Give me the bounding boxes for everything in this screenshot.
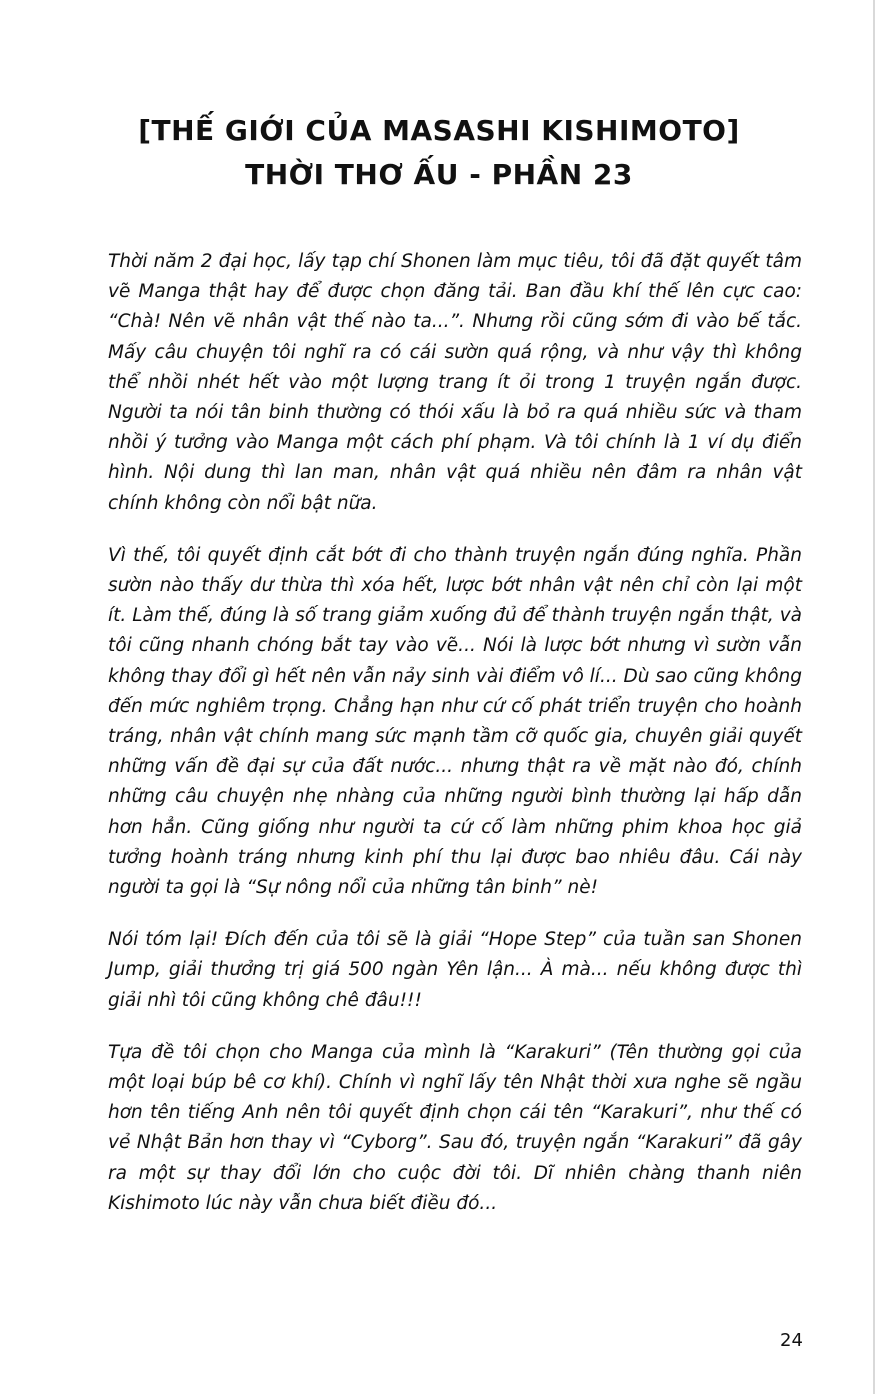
paragraph-4: Tựa đề tôi chọn cho Manga của mình là “Karakuri” (Tên thường gọi của một loại búp bê cơ khí). Chính vì nghĩ lấy tên Nhật thời xưa nghe sẽ ngầu hơn tên tiếng Anh nên tôi quyết định chọn cái tên “Karakuri”, như thế có vẻ Nhật Bản hơn thay vì “Cyborg”. Sau đó, truyện ngắn “Karakuri” đã gây ra một sự thay đổi lớn cho cuộc đời tôi. Dĩ nhiên chàng thanh niên Kishimoto lúc này vẫn chưa biết điều đó... [108, 1041, 802, 1214]
page-edge-line [873, 0, 875, 1394]
body-text [108, 247, 802, 1241]
page-number: 24 [780, 1330, 803, 1351]
title-line-2: THỜI THƠ ẤU - PHẦN 23 [245, 158, 633, 191]
title-line-1: [THẾ GIỚI CỦA MASASHI KISHIMOTO] [138, 114, 740, 147]
paragraph-2: Vì thế, tôi quyết định cắt bớt đi cho thành truyện ngắn đúng nghĩa. Phần sườn nào thấy dư thừa thì xóa hết, lược bớt nhân vật nên chỉ còn lại một ít. Làm thế, đúng là số trang giảm xuống đủ để thành truyện ngắn thật, và tôi cũng nhanh chóng bắt tay vào vẽ... Nói là lược bớt nhưng vì sườn vẫn không thay đổi gì hết nên vẫn nảy sinh vài điểm vô lí... Dù sao cũng không đến mức nghiêm trọng. Chẳng hạn như cứ cố phát triển truyện cho hoành tráng, nhân vật chính mang sức mạnh tầm cỡ quốc gia, chuyên giải quyết những vấn đề đại sự của đất nước... nhưng thật ra về mặt nào đó, chính những câu chuyện nhẹ nhàng của những người bình thường lại hấp dẫn hơn hẳn. Cũng giống như người ta cứ cố làm những phim khoa học giả tưởng hoành tráng nhưng kinh phí thu lại được bao nhiêu đâu. Cái này người ta gọi là “Sự nông nổi của những tân binh” nè! [108, 544, 802, 899]
paragraph-3: Nói tóm lại! Đích đến của tôi sẽ là giải “Hope Step” của tuần san Shonen Jump, giải thưởng trị giá 500 ngàn Yên lận... À mà... nếu không được thì giải nhì tôi cũng không chê đâu!!! [108, 929, 802, 1011]
paragraph-1: Thời năm 2 đại học, lấy tạp chí Shonen làm mục tiêu, tôi đã đặt quyết tâm vẽ Manga thật hay để được chọn đăng tải. Ban đầu khí thế lên cực cao: “Chà! Nên vẽ nhân vật thế nào ta...”. Nhưng rồi cũng sớm đi vào bế tắc. Mấy câu chuyện tôi nghĩ ra có cái sườn quá rộng, và như vậy thì không thể nhồi nhét hết vào một lượng trang ít ỏi trong 1 truyện ngắn được. Người ta nói tân binh thường có thói xấu là bỏ ra quá nhiều sức và tham nhồi ý tưởng vào Manga một cách phí phạm. Và tôi chính là 1 ví dụ điển hình. Nội dung thì lan man, nhân vật quá nhiều nên đâm ra nhân vật chính không còn nổi bật nữa. [108, 251, 802, 514]
